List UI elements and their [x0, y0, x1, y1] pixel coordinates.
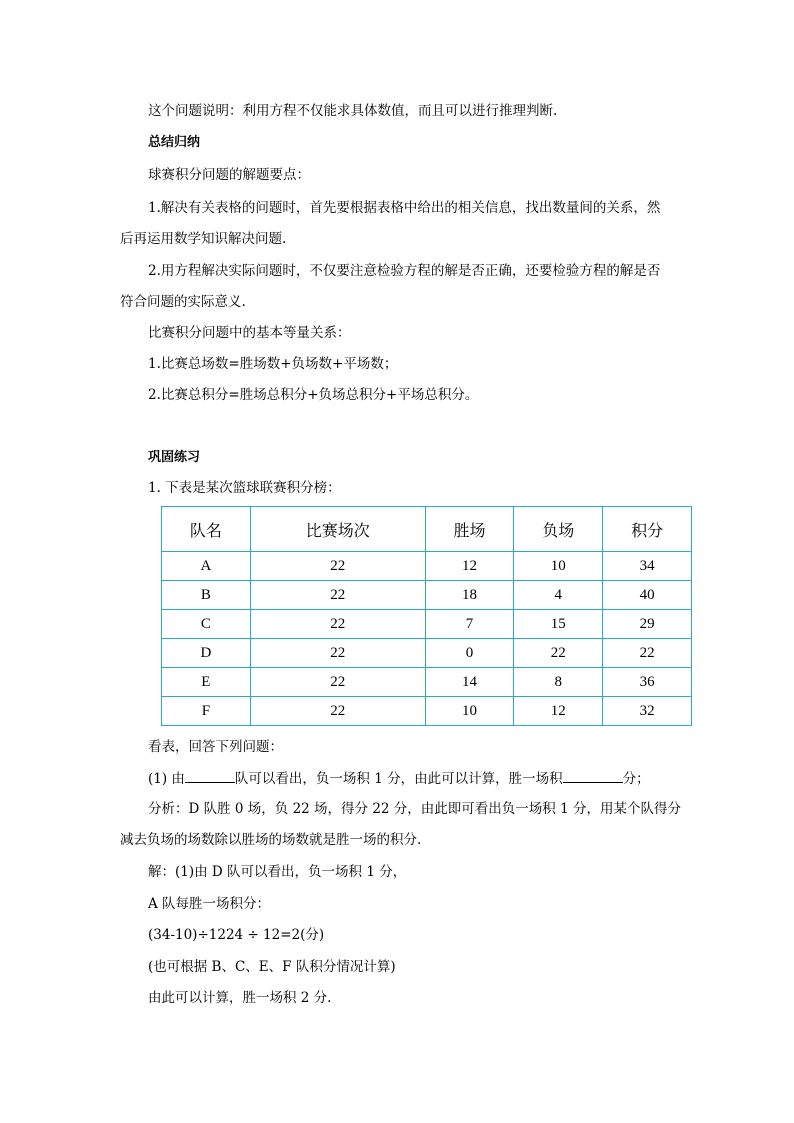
summary-heading: 总结归纳 — [148, 135, 201, 150]
solution-line-5: 由此可以计算，胜一场积 2 分. — [148, 990, 332, 1006]
cell-games: 22 — [250, 552, 425, 581]
cell-wins: 7 — [425, 610, 514, 639]
solution-line-3: (34-10)÷1224 ÷ 12=2(分) — [148, 927, 325, 943]
cell-games: 22 — [250, 639, 425, 668]
answer-blank-team — [185, 768, 235, 783]
summary-point2-line1: 2.用方程解决实际问题时，不仅要注意检验方程的解是否正确，还要检验方程的解是否 — [148, 263, 661, 279]
cell-points: 34 — [603, 552, 692, 581]
cell-wins: 18 — [425, 581, 514, 610]
table-row — [162, 668, 692, 697]
solution-line-4: (也可根据 B、C、E、F 队积分情况计算) — [148, 959, 396, 975]
solution-line-1: 解：(1)由 D 队可以看出，负一场积 1 分， — [148, 864, 407, 880]
question-1: 1. 下表是某次篮球联赛积分榜： — [148, 480, 341, 496]
analysis-line-2: 减去负场的场数除以胜场的场数就是胜一场的积分. — [120, 832, 422, 848]
table-row — [162, 552, 692, 581]
cell-wins: 14 — [425, 668, 514, 697]
cell-losses: 15 — [514, 610, 603, 639]
cell-points: 22 — [603, 639, 692, 668]
table-row — [162, 697, 692, 726]
summary-point2-line2: 符合问题的实际意义. — [120, 294, 246, 310]
cell-games: 22 — [250, 581, 425, 610]
practice-heading: 巩固练习 — [148, 450, 201, 465]
sub-question-1 — [148, 768, 650, 789]
cell-team: C — [162, 610, 251, 639]
solution-line-2: A 队每胜一场积分： — [148, 896, 271, 912]
sub1-part-b: 队可以看出，负一场积 1 分，由此可以计算，胜一场积 — [234, 771, 563, 787]
cell-losses: 8 — [514, 668, 603, 697]
answer-blank-points — [563, 768, 623, 783]
relation-2: 2.比赛总积分=胜场总积分+负场总积分+平场总积分。 — [148, 387, 479, 403]
relation-1: 1.比赛总场数=胜场数+负场数+平场数； — [148, 356, 398, 372]
cell-losses: 12 — [514, 697, 603, 726]
sub1-part-a: (1) 由 — [148, 771, 185, 787]
cell-losses: 10 — [514, 552, 603, 581]
cell-points: 32 — [603, 697, 692, 726]
cell-losses: 4 — [514, 581, 603, 610]
relation-lead: 比赛积分问题中的基本等量关系： — [148, 325, 351, 341]
table-row — [162, 610, 692, 639]
instruction: 看表，回答下列问题： — [148, 739, 283, 755]
standings-table — [161, 506, 692, 726]
cell-team: F — [162, 697, 251, 726]
cell-losses: 22 — [514, 639, 603, 668]
cell-wins: 12 — [425, 552, 514, 581]
table-row — [162, 639, 692, 668]
cell-team: A — [162, 552, 251, 581]
cell-wins: 0 — [425, 639, 514, 668]
header-team: 队名 — [162, 507, 251, 552]
cell-team: B — [162, 581, 251, 610]
cell-points: 36 — [603, 668, 692, 697]
summary-lead: 球赛积分问题的解题要点： — [148, 167, 310, 183]
cell-games: 22 — [250, 697, 425, 726]
cell-points: 40 — [603, 581, 692, 610]
intro-text: 这个问题说明：利用方程不仅能求具体数值，而且可以进行推理判断. — [148, 103, 558, 119]
cell-points: 29 — [603, 610, 692, 639]
cell-team: D — [162, 639, 251, 668]
cell-games: 22 — [250, 668, 425, 697]
analysis-line-1: 分析：D 队胜 0 场，负 22 场，得分 22 分，由此即可看出负一场积 1 分，用某个队得分 — [148, 801, 681, 817]
cell-wins: 10 — [425, 697, 514, 726]
sub1-part-c: 分； — [622, 771, 650, 787]
header-games: 比赛场次 — [250, 507, 425, 552]
summary-point1-line1: 1.解决有关表格的问题时，首先要根据表格中给出的相关信息，找出数量间的关系，然 — [148, 200, 661, 216]
header-losses: 负场 — [514, 507, 603, 552]
table-row — [162, 581, 692, 610]
cell-team: E — [162, 668, 251, 697]
header-wins: 胜场 — [425, 507, 514, 552]
header-points: 积分 — [603, 507, 692, 552]
table-header-row — [162, 507, 692, 552]
summary-point1-line2: 后再运用数学知识解决问题. — [120, 231, 287, 247]
cell-games: 22 — [250, 610, 425, 639]
